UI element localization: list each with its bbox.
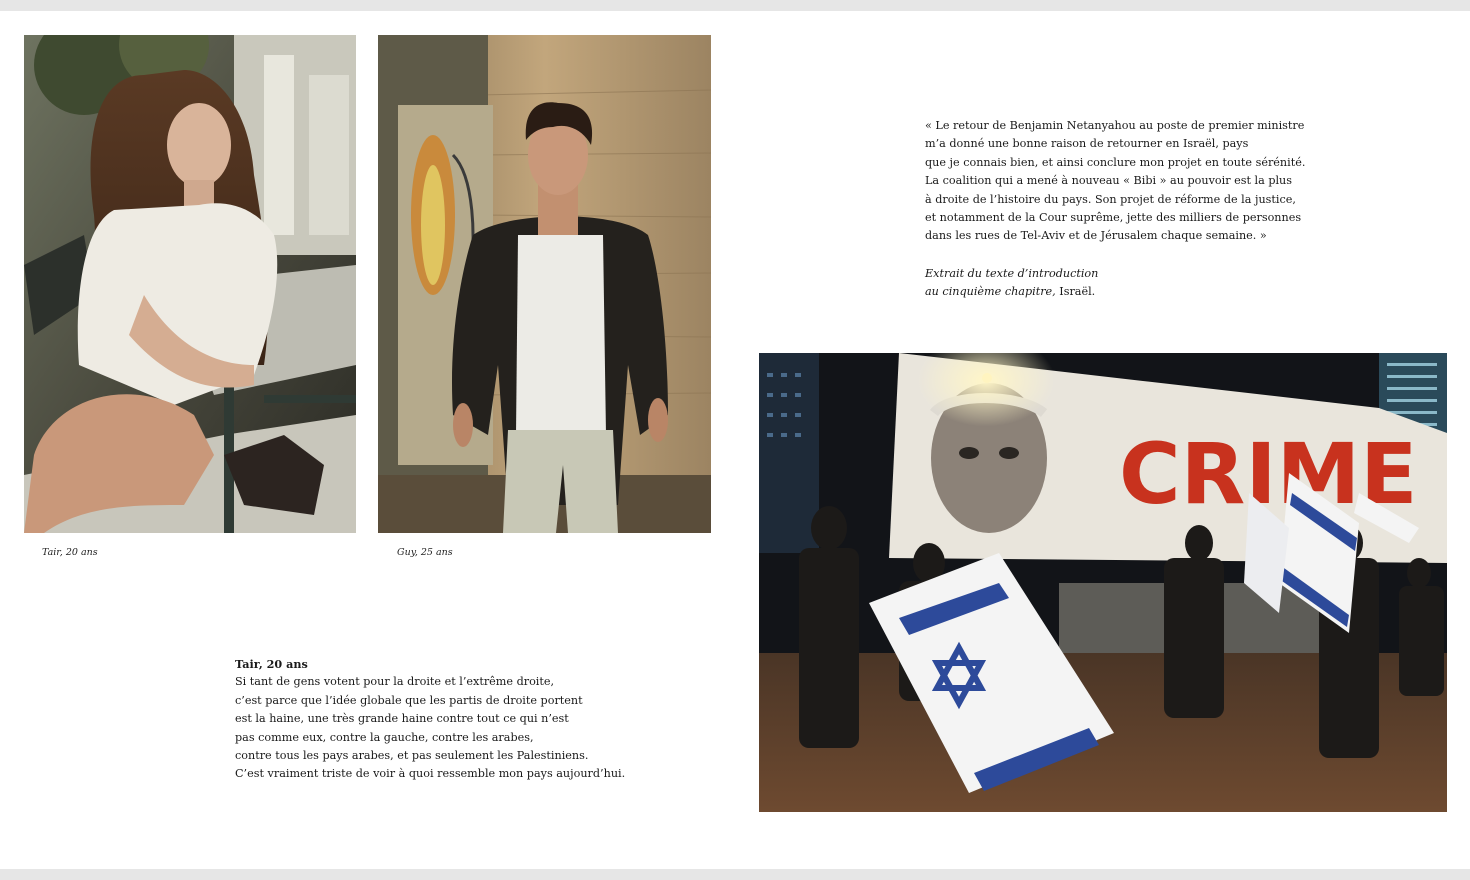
testimony-line: c’est parce que l’idée globale que les partis de droite portent: [235, 693, 583, 707]
portrait-guy-image: [378, 35, 711, 533]
quote-line: La coalition qui a mené à nouveau « Bibi » au pouvoir est la plus: [925, 174, 1293, 188]
caption-tair: Tair, 20 ans: [42, 547, 98, 558]
source-line-2-regular: Israël.: [1055, 285, 1096, 299]
quote-line: à droite de l’histoire du pays. Son projet de réforme de la justice,: [925, 192, 1296, 206]
quote-source: [925, 265, 1098, 302]
source-line-2-italic: au cinquième chapitre,: [925, 285, 1056, 299]
bottom-page-edge: [0, 869, 1470, 880]
top-page-edge: [0, 0, 1470, 11]
quote-line: « Le retour de Benjamin Netanyahou au poste de premier ministre: [925, 119, 1305, 132]
testimony-line: est la haine, une très grande haine contre tout ce qui n’est: [235, 712, 569, 726]
portrait-tair-image: [24, 35, 356, 533]
testimony-tair: [235, 655, 626, 784]
quote-line: dans les rues de Tel-Aviv et de Jérusalem chaque semaine. »: [925, 229, 1267, 243]
testimony-line: contre tous les pays arabes, et pas seulement les Palestiniens.: [235, 749, 589, 763]
quote-line: que je connais bien, et ainsi conclure mon projet en toute sérénité.: [925, 155, 1306, 169]
testimony-line: Si tant de gens votent pour la droite et l’extrême droite,: [235, 675, 555, 689]
portrait-photo-guy: [378, 35, 711, 533]
portrait-photo-tair: [24, 35, 356, 533]
testimony-title: Tair, 20 ans: [235, 657, 308, 671]
quote-line: et notamment de la Cour suprême, jette des milliers de personnes: [925, 211, 1302, 225]
quote-line: m’a donné une bonne raison de retourner en Israël, pays: [925, 137, 1249, 151]
source-line-1: Extrait du texte d’introduction: [925, 267, 1099, 280]
introduction-quote: [925, 117, 1305, 246]
protest-image: [759, 353, 1447, 812]
testimony-line: C’est vraiment triste de voir à quoi ressemble mon pays aujourd’hui.: [235, 767, 626, 781]
testimony-line: pas comme eux, contre la gauche, contre les arabes,: [235, 730, 534, 744]
caption-guy: Guy, 25 ans: [397, 547, 453, 558]
protest-photo: [759, 353, 1447, 812]
